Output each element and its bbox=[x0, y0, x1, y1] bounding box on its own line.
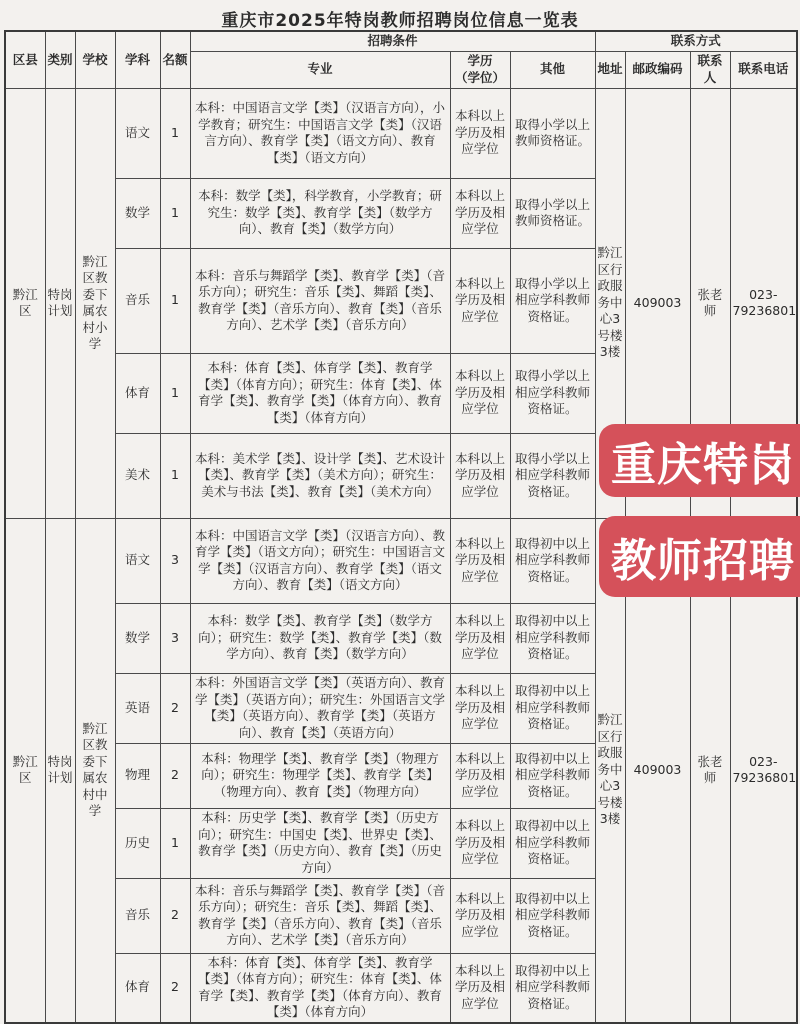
other-cell: 取得初中以上相应学科教师资格证。 bbox=[510, 518, 595, 603]
major-cell: 本科：历史学【类】、教育学【类】（历史方向）；研究生：中国史【类】、世界史【类】、教育学【类】（历史方向）、教育【类】（历史方向） bbox=[190, 808, 450, 878]
header-category: 类别 bbox=[45, 31, 75, 88]
phone-cell: 023-79236801 bbox=[730, 88, 797, 518]
degree-cell: 本科以上学历及相应学位 bbox=[450, 878, 510, 953]
quota-cell: 3 bbox=[160, 603, 190, 673]
subject-cell: 音乐 bbox=[115, 878, 160, 953]
subject-cell: 数学 bbox=[115, 603, 160, 673]
subject-cell: 物理 bbox=[115, 743, 160, 808]
other-cell: 取得小学以上相应学科教师资格证。 bbox=[510, 353, 595, 433]
degree-cell: 本科以上学历及相应学位 bbox=[450, 603, 510, 673]
major-cell: 本科：数学【类】，科学教育，小学教育；研究生：数学【类】、教育学【类】（数学方向）、教育【类】（数学方向） bbox=[190, 178, 450, 248]
table-row bbox=[5, 88, 797, 178]
header-postcode: 邮政编码 bbox=[625, 51, 690, 88]
major-cell: 本科：体育【类】、体育学【类】、教育学【类】（体育方向）；研究生：体育【类】、体育学【类】、教育学【类】（体育方向）、教育【类】（体育方向） bbox=[190, 353, 450, 433]
other-cell: 取得小学以上相应学科教师资格证。 bbox=[510, 248, 595, 353]
quota-cell: 2 bbox=[160, 878, 190, 953]
contact-cell: 张老师 bbox=[690, 88, 730, 518]
quota-cell: 2 bbox=[160, 673, 190, 743]
other-cell: 取得初中以上相应学科教师资格证。 bbox=[510, 953, 595, 1023]
degree-cell: 本科以上学历及相应学位 bbox=[450, 673, 510, 743]
other-cell: 取得初中以上相应学科教师资格证。 bbox=[510, 743, 595, 808]
contact-cell: 张老师 bbox=[690, 518, 730, 1023]
header-degree bbox=[450, 51, 510, 88]
degree-cell: 本科以上学历及相应学位 bbox=[450, 808, 510, 878]
other-cell: 取得初中以上相应学科教师资格证。 bbox=[510, 603, 595, 673]
header-other: 其他 bbox=[510, 51, 595, 88]
quota-cell: 2 bbox=[160, 743, 190, 808]
subject-cell: 数学 bbox=[115, 178, 160, 248]
category-cell: 特岗计划 bbox=[45, 88, 75, 518]
major-cell: 本科：数学【类】、教育学【类】（数学方向）；研究生：数学【类】、教育学【类】（数学方向）、教育【类】（数学方向） bbox=[190, 603, 450, 673]
degree-cell: 本科以上学历及相应学位 bbox=[450, 518, 510, 603]
header-quota: 名额 bbox=[160, 31, 190, 88]
major-cell: 本科：音乐与舞蹈学【类】、教育学【类】（音乐方向）；研究生：音乐【类】、舞蹈【类】、教育学【类】（音乐方向）、教育【类】（音乐方向）、艺术学【类】（音乐方向） bbox=[190, 878, 450, 953]
quota-cell: 1 bbox=[160, 353, 190, 433]
subject-cell: 音乐 bbox=[115, 248, 160, 353]
header-major: 专业 bbox=[190, 51, 450, 88]
postcode-cell: 409003 bbox=[625, 518, 690, 1023]
other-cell: 取得初中以上相应学科教师资格证。 bbox=[510, 808, 595, 878]
quota-cell: 1 bbox=[160, 248, 190, 353]
quota-cell: 1 bbox=[160, 88, 190, 178]
header-recruit-conditions: 招聘条件 bbox=[190, 31, 595, 51]
header-contact: 联系人 bbox=[690, 51, 730, 88]
quota-cell: 2 bbox=[160, 953, 190, 1023]
degree-cell: 本科以上学历及相应学位 bbox=[450, 953, 510, 1023]
header-degree-line1: 学历 bbox=[467, 53, 493, 68]
subject-cell: 美术 bbox=[115, 433, 160, 518]
degree-cell: 本科以上学历及相应学位 bbox=[450, 353, 510, 433]
major-cell: 本科：物理学【类】、教育学【类】（物理方向）；研究生：物理学【类】、教育学【类】（物理方向）、教育【类】（物理方向） bbox=[190, 743, 450, 808]
postcode-cell: 409003 bbox=[625, 88, 690, 518]
degree-cell: 本科以上学历及相应学位 bbox=[450, 743, 510, 808]
header-degree-line2: （学位） bbox=[454, 69, 505, 85]
subject-cell: 体育 bbox=[115, 353, 160, 433]
header-contact-group: 联系方式 bbox=[595, 31, 797, 51]
major-cell: 本科：美术学【类】、设计学【类】、艺术设计【类】、教育学【类】（美术方向）；研究生：美术与书法【类】、教育【类】（美术方向） bbox=[190, 433, 450, 518]
page-title: 重庆市2025年特岗教师招聘岗位信息一览表 bbox=[221, 11, 579, 31]
quota-cell: 1 bbox=[160, 178, 190, 248]
subject-cell: 体育 bbox=[115, 953, 160, 1023]
major-cell: 本科：中国语言文学【类】（汉语言方向），小学教育；研究生：中国语言文学【类】（汉语言方向）、教育学【类】（语文方向）、教育【类】（语文方向） bbox=[190, 88, 450, 178]
school-cell: 黔江区教委下属农村中学 bbox=[75, 518, 115, 1023]
watermark-badge-chongqing-tegang: 重庆特岗 bbox=[599, 424, 800, 497]
watermark-badge-jiaoshi-zhaopin: 教师招聘 bbox=[599, 516, 800, 597]
other-cell: 取得小学以上相应学科教师资格证。 bbox=[510, 433, 595, 518]
other-cell: 取得小学以上教师资格证。 bbox=[510, 88, 595, 178]
subject-cell: 历史 bbox=[115, 808, 160, 878]
header-address: 地址 bbox=[595, 51, 625, 88]
district-cell: 黔江区 bbox=[5, 88, 45, 518]
address-cell: 黔江区行政服务中心3号楼3楼 bbox=[595, 88, 625, 518]
degree-cell: 本科以上学历及相应学位 bbox=[450, 433, 510, 518]
degree-cell: 本科以上学历及相应学位 bbox=[450, 88, 510, 178]
major-cell: 本科：体育【类】、体育学【类】、教育学【类】（体育方向）；研究生：体育【类】、体育学【类】、教育学【类】（体育方向）、教育【类】（体育方向） bbox=[190, 953, 450, 1023]
header-district: 区县 bbox=[5, 31, 45, 88]
other-cell: 取得初中以上相应学科教师资格证。 bbox=[510, 673, 595, 743]
degree-cell: 本科以上学历及相应学位 bbox=[450, 248, 510, 353]
header-school: 学校 bbox=[75, 31, 115, 88]
header-phone: 联系电话 bbox=[730, 51, 797, 88]
school-cell: 黔江区教委下属农村小学 bbox=[75, 88, 115, 518]
phone-cell: 023-79236801 bbox=[730, 518, 797, 1023]
degree-cell: 本科以上学历及相应学位 bbox=[450, 178, 510, 248]
major-cell: 本科：音乐与舞蹈学【类】、教育学【类】（音乐方向）；研究生：音乐【类】、舞蹈【类】、教育学【类】（音乐方向）、教育【类】（音乐方向）、艺术学【类】（音乐方向） bbox=[190, 248, 450, 353]
other-cell: 取得初中以上相应学科教师资格证。 bbox=[510, 878, 595, 953]
category-cell: 特岗计划 bbox=[45, 518, 75, 1023]
other-cell: 取得小学以上教师资格证。 bbox=[510, 178, 595, 248]
address-cell: 黔江区行政服务中心3号楼3楼 bbox=[595, 518, 625, 1023]
quota-cell: 1 bbox=[160, 433, 190, 518]
quota-cell: 1 bbox=[160, 808, 190, 878]
subject-cell: 语文 bbox=[115, 88, 160, 178]
district-cell: 黔江区 bbox=[5, 518, 45, 1023]
subject-cell: 英语 bbox=[115, 673, 160, 743]
header-row-1 bbox=[5, 31, 797, 51]
major-cell: 本科：中国语言文学【类】（汉语言方向）、教育学【类】（语文方向）；研究生：中国语言文学【类】（汉语言方向）、教育学【类】（语文方向）、教育【类】（语文方向） bbox=[190, 518, 450, 603]
major-cell: 本科：外国语言文学【类】（英语方向）、教育学【类】（英语方向）；研究生：外国语言文学【类】（英语方向）、教育学【类】（英语方向）、教育【类】（英语方向） bbox=[190, 673, 450, 743]
header-subject: 学科 bbox=[115, 31, 160, 88]
subject-cell: 语文 bbox=[115, 518, 160, 603]
quota-cell: 3 bbox=[160, 518, 190, 603]
